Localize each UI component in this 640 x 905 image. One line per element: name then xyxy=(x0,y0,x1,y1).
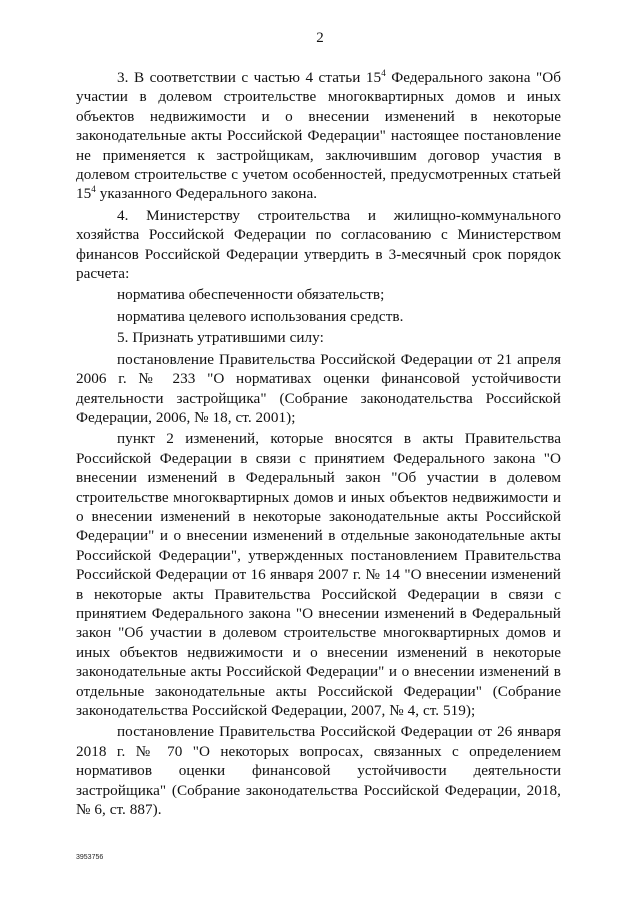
page-number: 2 xyxy=(316,30,324,46)
article-superscript: 4 xyxy=(381,68,386,78)
paragraph-3 xyxy=(76,68,561,204)
paragraph-5-item-2: пункт 2 изменений, которые вносятся в акты Правительства Российской Федерации в связи с принятием Федерального закона "О внесении изменений в Федеральный закон "Об участии в долевом строительстве многоквартирных домов и иных объектов недвижимости и о внесении изменений в некоторые законодательные акты Российской Федерации" и о внесении изменений в отдельные законодательные акты Российской Федерации", утвержденных постановлением Правительства Российской Федерации от 16 января 2007 г. № 14 "О внесении изменений в некоторые акты Правительства Российской Федерации в связи с принятием Федерального закона "О внесении изменений в Федеральный закон "Об участии в долевом строительстве многоквартирных домов и иных объектов недвижимости и о внесении изменений в некоторые законодательные акты Российской Федерации" и о внесении изменений в отдельные законодательные акты Российской Федерации" (Собрание законодательства Российской Федерации, 2007, № 4, ст. 519); xyxy=(76,430,561,719)
paragraph-3-part-c: указанного Федерального закона. xyxy=(95,185,318,203)
document-code: 3953756 xyxy=(76,854,104,861)
paragraph-4-item-2: норматива целевого использования средств. xyxy=(117,307,404,325)
paragraph-3-part-a: 3. В соответствии с частью 4 статьи 15 xyxy=(117,69,382,86)
paragraph-5-item-1: постановление Правительства Российской Федерации от 21 апреля 2006 г. № 233 "О нормативах оценки финансовой устойчивости деятельности застройщика" (Собрание законодательства Российской Федерации, 2006, № 18, ст. 2001); xyxy=(76,350,561,426)
paragraph-5-item-3: постановление Правительства Российской Федерации от 26 января 2018 г. № 70 "О некоторых вопросах, связанных с определением нормативов оценки финансовой устойчивости деятельности застройщика" (Собрание законодательства Российской Федерации, 2018, № 6, ст. 887). xyxy=(76,723,561,819)
article-superscript: 4 xyxy=(91,184,96,195)
paragraph-3-part-b: Федерального закона "Об участии в долевом строительстве многоквартирных домов и иных объектов недвижимости и о внесении изменений в некоторые законодательные акты Российской Федерации" настоящее постановление не применяется к застройщикам, заключившим договор участия в долевом строительстве с учетом особенностей, предусмотренных статьей 15 xyxy=(76,69,561,203)
paragraph-4-item-1: норматива обеспеченности обязательств; xyxy=(117,286,385,304)
paragraph-4: 4. Министерству строительства и жилищно-коммунального хозяйства Российской Федерации по согласованию с Министерством финансов Российской Федерации утвердить в 3-месячный срок порядок расчета: xyxy=(76,206,561,283)
paragraph-5: 5. Признать утратившими силу: xyxy=(117,329,324,347)
document-body xyxy=(76,68,561,819)
